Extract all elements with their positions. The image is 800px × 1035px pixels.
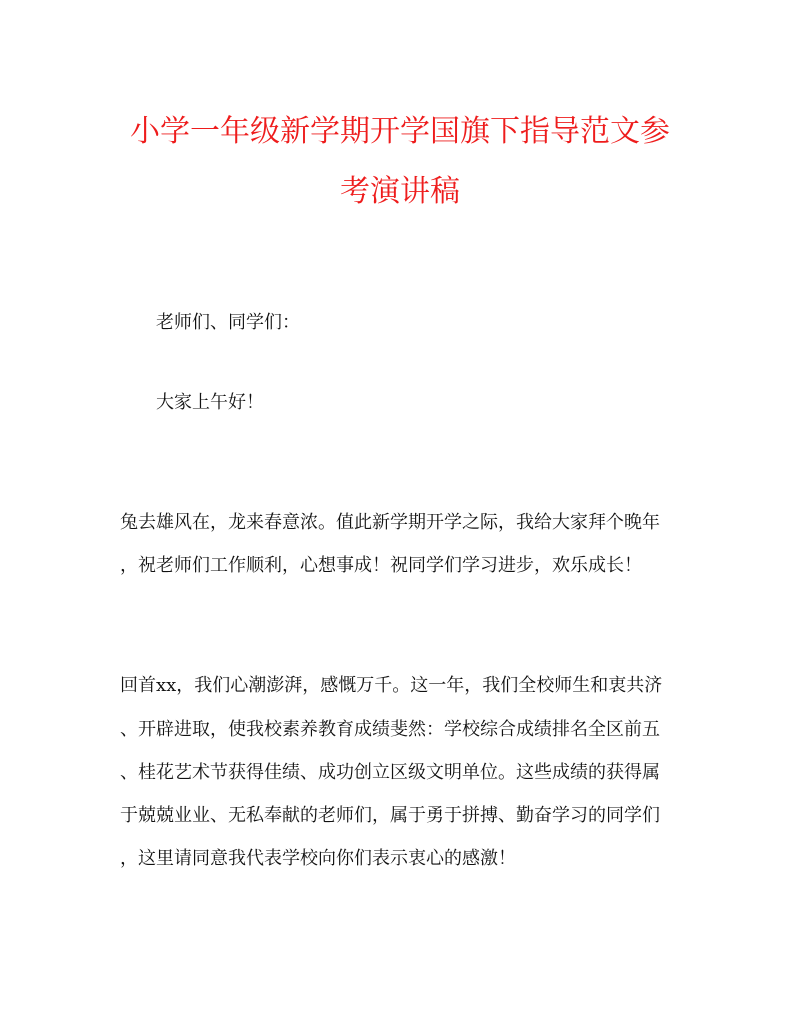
document-title-line-2: 考演讲稿 xyxy=(340,174,460,209)
greeting: 大家上午好！ xyxy=(156,392,264,413)
document-title-line-1: 小学一年级新学期开学国旗下指导范文参 xyxy=(130,114,670,149)
salutation: 老师们、同学们： xyxy=(156,312,300,333)
paragraph1-line-1: 兔去雄风在，龙来春意浓。值此新学期开学之际，我给大家拜个晚年 xyxy=(120,512,660,533)
paragraph2-line-3: 、桂花艺术节获得佳绩、成功创立区级文明单位。这些成绩的获得属 xyxy=(120,762,660,783)
paragraph1-line-2: ，祝老师们工作顺利，心想事成！祝同学们学习进步，欢乐成长！ xyxy=(120,555,642,576)
paragraph2-line-5: ，这里请同意我代表学校向你们表示衷心的感激！ xyxy=(120,848,516,869)
paragraph2-line-1: 回首xx，我们心潮澎湃，感慨万千。这一年，我们全校师生和衷共济 xyxy=(120,675,663,696)
paragraph2-line-4: 于兢兢业业、无私奉献的老师们，属于勇于拼搏、勤奋学习的同学们 xyxy=(120,805,660,826)
paragraph2-line-2: 、开辟进取，使我校素养教育成绩斐然：学校综合成绩排名全区前五 xyxy=(120,719,660,740)
